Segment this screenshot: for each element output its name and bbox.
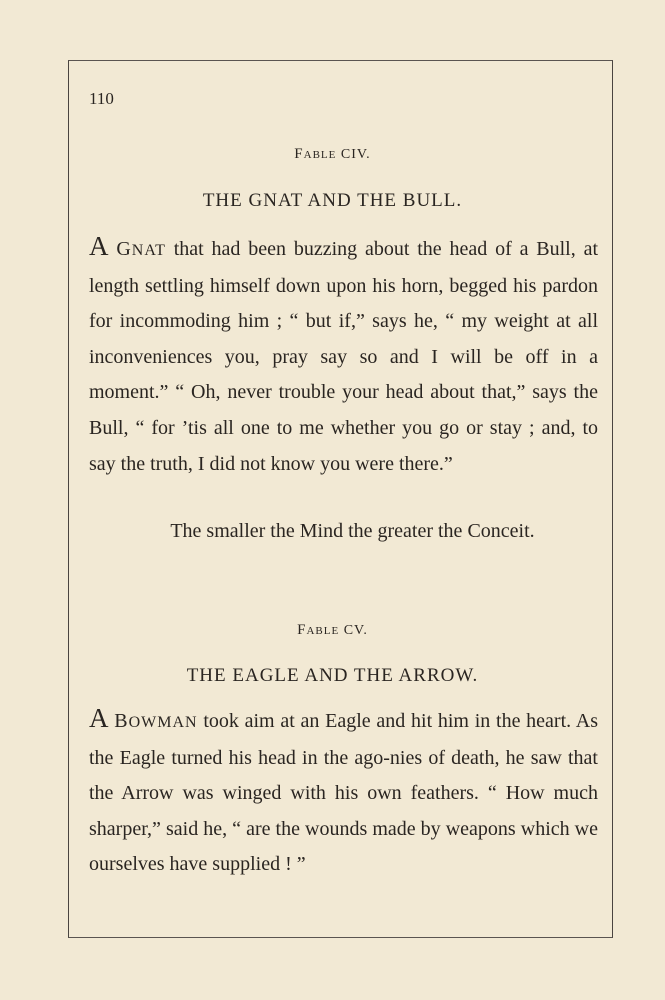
fable-label-initial: F [294,146,304,162]
lead-word-rest: NAT [131,242,166,259]
fable-label-initial: F [297,622,307,638]
fable-body-text: that had been buzzing about the head of a Bull, at length settling himself down upon his horn, begged his pardon for incommoding him ; “ but if,” says he, “ my weight at all inconveniences you, pray say so and I will be off in a moment.” “ Oh, never trouble your head about that,” says the Bull, “ for ’tis all one to me whether you go or stay ; and, to say the truth, I did not know you were there.” [89,238,599,475]
lead-word [116,238,166,260]
fable-label-numeral: CV. [343,623,368,638]
drop-cap: A [89,703,109,733]
lead-word-initial: G [116,238,132,260]
lead-word [114,710,198,732]
fable-label-cv [0,622,665,639]
fable-label-civ [0,146,665,163]
drop-cap: A [89,231,109,261]
lead-word-rest: OWMAN [128,714,198,731]
lead-word-initial: B [114,710,129,732]
page-number: 110 [89,89,114,108]
fable-moral-gnat-bull: The smaller the Mind the greater the Conceit. [170,520,535,542]
fable-body-eagle-arrow [89,701,598,883]
fable-title-gnat-bull: THE GNAT AND THE BULL. [202,190,463,211]
fable-body-text: took aim at an Eagle and hit him in the heart. As the Eagle turned his head in the ago-nies of death, he saw that the Arrow was winged with his own feathers. “ How much sharper,” said he, “ are the wounds made by weapons which we ourselves have supplied ! ” [89,710,599,876]
fable-title-eagle-arrow: THE EAGLE AND THE ARROW. [186,665,479,686]
fable-body-gnat-bull [89,229,598,482]
fable-label-word: ABLE [306,625,340,637]
fable-label-word: ABLE [303,149,337,161]
fable-label-numeral: CIV. [340,147,371,162]
